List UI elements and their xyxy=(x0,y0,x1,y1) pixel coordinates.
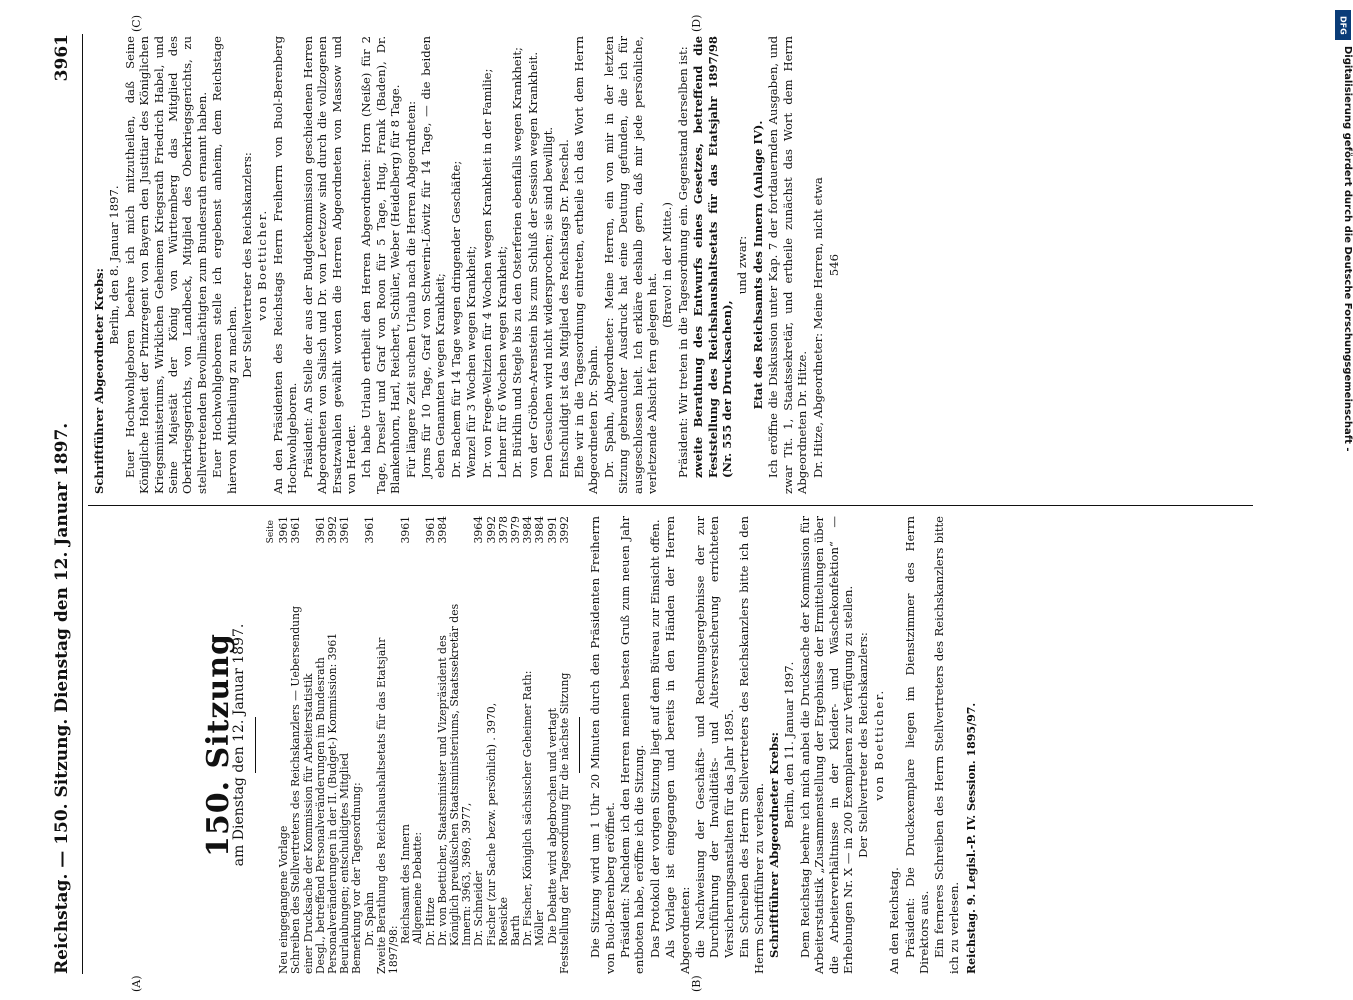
paragraph: Ein ferneres Schreiben des Herrn Stellvertreters des Reichskanzlers bitte ich zu verlesen. xyxy=(932,516,961,974)
dfg-logo: DFG xyxy=(1335,10,1351,40)
digitization-note: Digitalisierung gefördert durch die Deutsche Forschungsgemeinschaft - xyxy=(1342,46,1353,452)
paragraph: und zwar: xyxy=(735,235,750,295)
page-number: 3961 xyxy=(52,34,72,82)
toc-entry-text: Dr. Hitze xyxy=(423,897,437,946)
paragraph: Entschuldigt ist das Mitglied des Reichstags Dr. Pieschel. xyxy=(556,139,571,478)
right-column xyxy=(92,36,841,494)
toc-entry-text: Möller xyxy=(533,909,547,946)
letter-signature-title: Der Stellvertreter des Reichskanzlers: xyxy=(240,152,255,378)
volume-footer: Reichstag. 9. Legisl.-P. IV. Session. 1895/97. xyxy=(965,702,979,974)
margin-letter-c: (C) xyxy=(130,15,143,32)
toc-entry xyxy=(522,516,534,974)
toc-entry-text: Desgl., betreffend Personalveränderungen im Bundesrath xyxy=(313,657,327,974)
toc-entry-page: 3961 xyxy=(313,516,327,544)
running-head-title: Reichstag. — 150. Sitzung. Dienstag den 12. Januar 1897. xyxy=(52,422,72,974)
letter-date: Berlin, den 8. Januar 1897. xyxy=(107,185,122,345)
paragraph: Ich eröffne die Diskussion unter Kap. 7 der fortdauernden Ausgaben, und zwar Tit. 1, Staatssekretär, und ertheile zunächst das Wort dem Herrn Abgeordneten Dr. Hitze. xyxy=(766,36,810,494)
toc-entry-page: 3961 xyxy=(277,516,291,544)
session-title: 150. Sitzung xyxy=(201,632,236,858)
letter-signature: von Boetticher. xyxy=(871,689,886,801)
letter-date: Berlin, den 11. Januar 1897. xyxy=(782,661,797,829)
paragraph: Den Gesuchen wird nicht widersprochen; sie sind bewilligt. xyxy=(541,126,556,478)
toc-entry-page: 3979 xyxy=(509,516,523,544)
toc-entry xyxy=(437,516,474,974)
toc-entry-text: Fischer (zur Sache bezw. persönlich) . 3970, xyxy=(484,702,498,946)
paragraph: Dr. Spahn, Abgeordneter: Meine Herren, ein von mir in der letzten Sitzung gebrauchter Ausdruck hat eine Deutung gefunden, die ich für ausgeschlossen hielt. Ich erkläre deshalb gern, daß mir jede persönliche, verletzende Absicht fern gelegen hat. xyxy=(601,36,660,494)
toc-entry-text: Dr. Fischer, Königlich sächsischer Geheimer Rath: xyxy=(521,670,535,946)
paragraph: Als Vorlage ist eingegangen und bereits in den Händen der Herren Abgeordneten: xyxy=(663,516,692,974)
toc-entry-text: Dr. Schneider xyxy=(472,870,486,946)
toc-entry-text: Dr. von Boetticher, Staatsminister und Vizepräsident des Königlich preußischen Staatsministeriums, Staatssekretär des Innern: 3963, 3969, 3977, xyxy=(435,603,474,946)
paragraph: Wenzel für 3 Wochen wegen Krankheit; xyxy=(464,245,479,478)
toc-entry-page: 3984 xyxy=(521,516,535,544)
paragraph: zweite Berathung des Entwurfs eines Gesetzes, betreffend die Feststellung des Reichshaushaltsetats für das Etatsjahr 1897/98 (Nr. 555 der Drucksachen), xyxy=(691,36,735,478)
toc-entry-page: 3961 xyxy=(399,516,413,544)
toc-entry-page: 3961 xyxy=(362,516,376,544)
toc-entry xyxy=(351,516,363,974)
running-head xyxy=(52,34,76,974)
margin-letter-d: (D) xyxy=(690,14,703,32)
toc-entry xyxy=(290,516,314,974)
paragraph: Ehe wir in die Tagesordnung eintreten, ertheile ich das Wort dem Herrn Abgeordneten Dr. Spahn. xyxy=(572,36,601,494)
toc-entry-text: Schreiben des Stellvertreters des Reichskanzlers — Uebersendung einer Drucksache der Kommission für Arbeiterstatistik xyxy=(289,606,315,974)
letter-signature-title: Der Stellvertreter des Reichskanzlers: xyxy=(856,632,871,858)
paragraph: Dr. Bachem für 14 Tage wegen dringender Geschäfte; xyxy=(448,160,463,478)
paragraph: Präsident: An Stelle der aus der Budgetkommission geschiedenen Herren Abgeordneten von Salisch und Dr. von Levetzow sind durch die vollzogenen Ersatzwahlen gewählt worden die Herren Abgeordneten von Massow und von Herder. xyxy=(300,36,358,494)
toc-entry-text: Barth xyxy=(509,915,523,946)
title-rule xyxy=(255,717,256,773)
toc-header: Seite xyxy=(265,520,276,544)
toc-entry-text: Bemerkung vor der Tagesordnung: xyxy=(350,782,364,974)
toc-entry-text: Die Debatte wird abgebrochen und vertagt xyxy=(545,708,559,944)
paragraph: Ich habe Urlaub ertheilt den Herren Abgeordneten: Horn (Neiße) für 2 Tage, Dresler und Graf von Roon für 5 Tage, Hug, Frank (Baden), Dr. Blankenhorn, Harl, Reichert, Schüler, Weber (Heidelberg) für 8 Tage. xyxy=(359,36,403,494)
toc-entry-page: 3961 xyxy=(338,516,352,544)
table-of-contents xyxy=(278,516,571,974)
toc-entry-text: Dr. Spahn xyxy=(362,891,376,946)
letter-body: Euer Hochwohlgeboren stelle ich ergebenst anheim, dem Reichstage hiervon Mittheilung zu machen. xyxy=(210,36,239,494)
toc-entry-text: Roesicke xyxy=(496,897,510,946)
toc-entry-text: Beurlaubungen; entschuldigtes Mitglied xyxy=(338,753,352,974)
letter-addressee: An den Präsidenten des Reichstags Herrn Freiherrn von Buol-Berenberg Hochwohlgeboren. xyxy=(270,36,300,494)
paragraph: Die Sitzung wird um 1 Uhr 20 Minuten durch den Präsidenten Freiherrn von Buol-Berenberg eröffnet. xyxy=(588,516,617,974)
letter-signature: von Boetticher. xyxy=(255,209,270,321)
paragraph: Für längere Zeit suchen Urlaub nach die Herren Abgeordneten: xyxy=(403,100,418,478)
toc-entry xyxy=(412,516,424,974)
toc-entry xyxy=(473,516,485,974)
toc-entry xyxy=(376,516,400,974)
toc-entry-page xyxy=(412,516,424,590)
toc-entry-text: Reichsamt des Innern xyxy=(399,824,413,944)
margin-letter-a: (A) xyxy=(130,975,143,992)
signature-mark: 546 xyxy=(826,253,841,277)
paragraph: Ein Schreiben des Herrn Stellvertreters des Reichskanzlers bitte ich den Herrn Schriftführer zu verlesen. xyxy=(737,516,766,974)
toc-entry-page: 3964 xyxy=(472,516,486,544)
session-date: am Dienstag den 12. Januar 1897. xyxy=(231,623,248,867)
paragraph: Präsident: Die Druckexemplare liegen im Dienstzimmer des Herrn Direktors aus. xyxy=(902,516,932,974)
paragraph: Dr. Hitze, Abgeordneter: Meine Herren, nicht etwa xyxy=(810,177,825,478)
paragraph: Lehner für 6 Wochen wegen Krankheit; xyxy=(494,245,509,478)
toc-entry-text: Zweite Berathung des Reichshaushaltsetats für das Etatsjahr 1897/98: xyxy=(374,637,401,974)
toc-entry-page: 3961 xyxy=(289,516,303,544)
toc-entry-page xyxy=(351,516,363,590)
paragraph: (Bravo! in der Mitte.) xyxy=(660,202,675,328)
letter-body: Dem Reichstag beehre ich mich anbei die Drucksache der Kommission für Arbeiterstatistik „Zusammenstellung der Ergebnisse der Ermittelungen über die Arbeiterverhältnisse in der Kleider- und Wäschekonfektion“ — Erhebungen Nr. X — in 200 Exemplaren zur Verfügung zu stellen. xyxy=(797,516,855,974)
toc-entry-page: 3991 xyxy=(545,516,559,544)
toc-entry-page: 3992 xyxy=(557,516,571,544)
toc-entry xyxy=(498,516,510,974)
paragraph: die Nachweisung der Geschäfts- und Rechnungsergebnisse der zur Durchführung der Invaliditäts- und Altersversicherung errichteten Versicherungsanstalten für das Jahr 1895. xyxy=(692,516,736,958)
letter-addressee: An den Reichstag. xyxy=(887,867,902,974)
paragraph: Dr. von Frege-Weltzien für 4 Wochen wegen Krankheit in der Familie; xyxy=(479,68,494,478)
letter-body: Euer Hochwohlgeboren beehre ich mich mitzutheilen, daß Seine Königliche Hoheit der Prinzregent von Bayern den Justitiar des Königlichen Kriegsministeriums, Wirklichen Geheimen Kriegsrath Friedrich Habel, und Seine Majestät der König von Württemberg das Mitglied des Oberkriegsgerichts, von Landbeck, Mitglied des Oberkriegsgerichts, zu stellvertretenden Bevollmächtigten zum Bundesrath ernannt haben. xyxy=(122,36,209,494)
header-rule xyxy=(82,34,83,974)
paragraph: Präsident: Wir treten in die Tagesordnung ein. Gegenstand derselben ist: xyxy=(675,46,690,478)
toc-entry-page: 3992 xyxy=(484,516,498,544)
toc-entry-text: Neu eingegangene Vorlage xyxy=(277,825,291,974)
paragraph: Dr. Bürklin und Stegle bis zu den Osterferien ebenfalls wegen Krankheit; xyxy=(510,47,525,478)
paragraph: Etat des Reichsamts des Innern (Anlage IV). xyxy=(750,120,765,410)
paragraph: Das Protokoll der vorigen Sitzung liegt auf dem Büreau zur Einsicht offen. xyxy=(647,519,662,958)
paragraph: Präsident: Nachdem ich den Herren meinen besten Gruß zum neuen Jahr entboten habe, eröffne ich die Sitzung. xyxy=(617,516,647,974)
paragraph: Jorns für 10 Tage, Graf von Schwerin-Löwitz für 14 Tage, — die beiden eben Genannten wegen Krankheit; xyxy=(418,36,448,478)
toc-entry-page: 3984 xyxy=(533,516,547,544)
toc-entry-text: Personalveränderungen in der II. (Budget-) Kommission: 3961 xyxy=(326,632,340,974)
toc-entry-page: 3961 xyxy=(423,516,437,544)
toc-entry-page: 3992 xyxy=(326,516,340,544)
paragraph: von der Gröben-Arenstein bis zum Schluß der Session wegen Krankheit. xyxy=(525,51,540,478)
toc-entry xyxy=(559,516,571,974)
column-divider xyxy=(88,505,1253,506)
toc-entry-page: 3978 xyxy=(496,516,510,544)
toc-rule xyxy=(579,717,580,773)
toc-entry xyxy=(364,516,376,974)
toc-entry-text: Allgemeine Debatte: xyxy=(411,832,425,944)
left-column xyxy=(92,516,980,974)
toc-entry xyxy=(534,516,546,974)
margin-letter-b: (B) xyxy=(690,975,703,992)
speaker-line: Schriftführer Abgeordneter Krebs: xyxy=(92,268,106,494)
speaker-line: Schriftführer Abgeordneter Krebs: xyxy=(766,732,781,958)
toc-entry-text: Feststellung der Tagesordnung für die nächste Sitzung xyxy=(557,672,571,974)
toc-entry-page xyxy=(376,516,400,590)
toc-entry-page: 3984 xyxy=(435,516,449,544)
